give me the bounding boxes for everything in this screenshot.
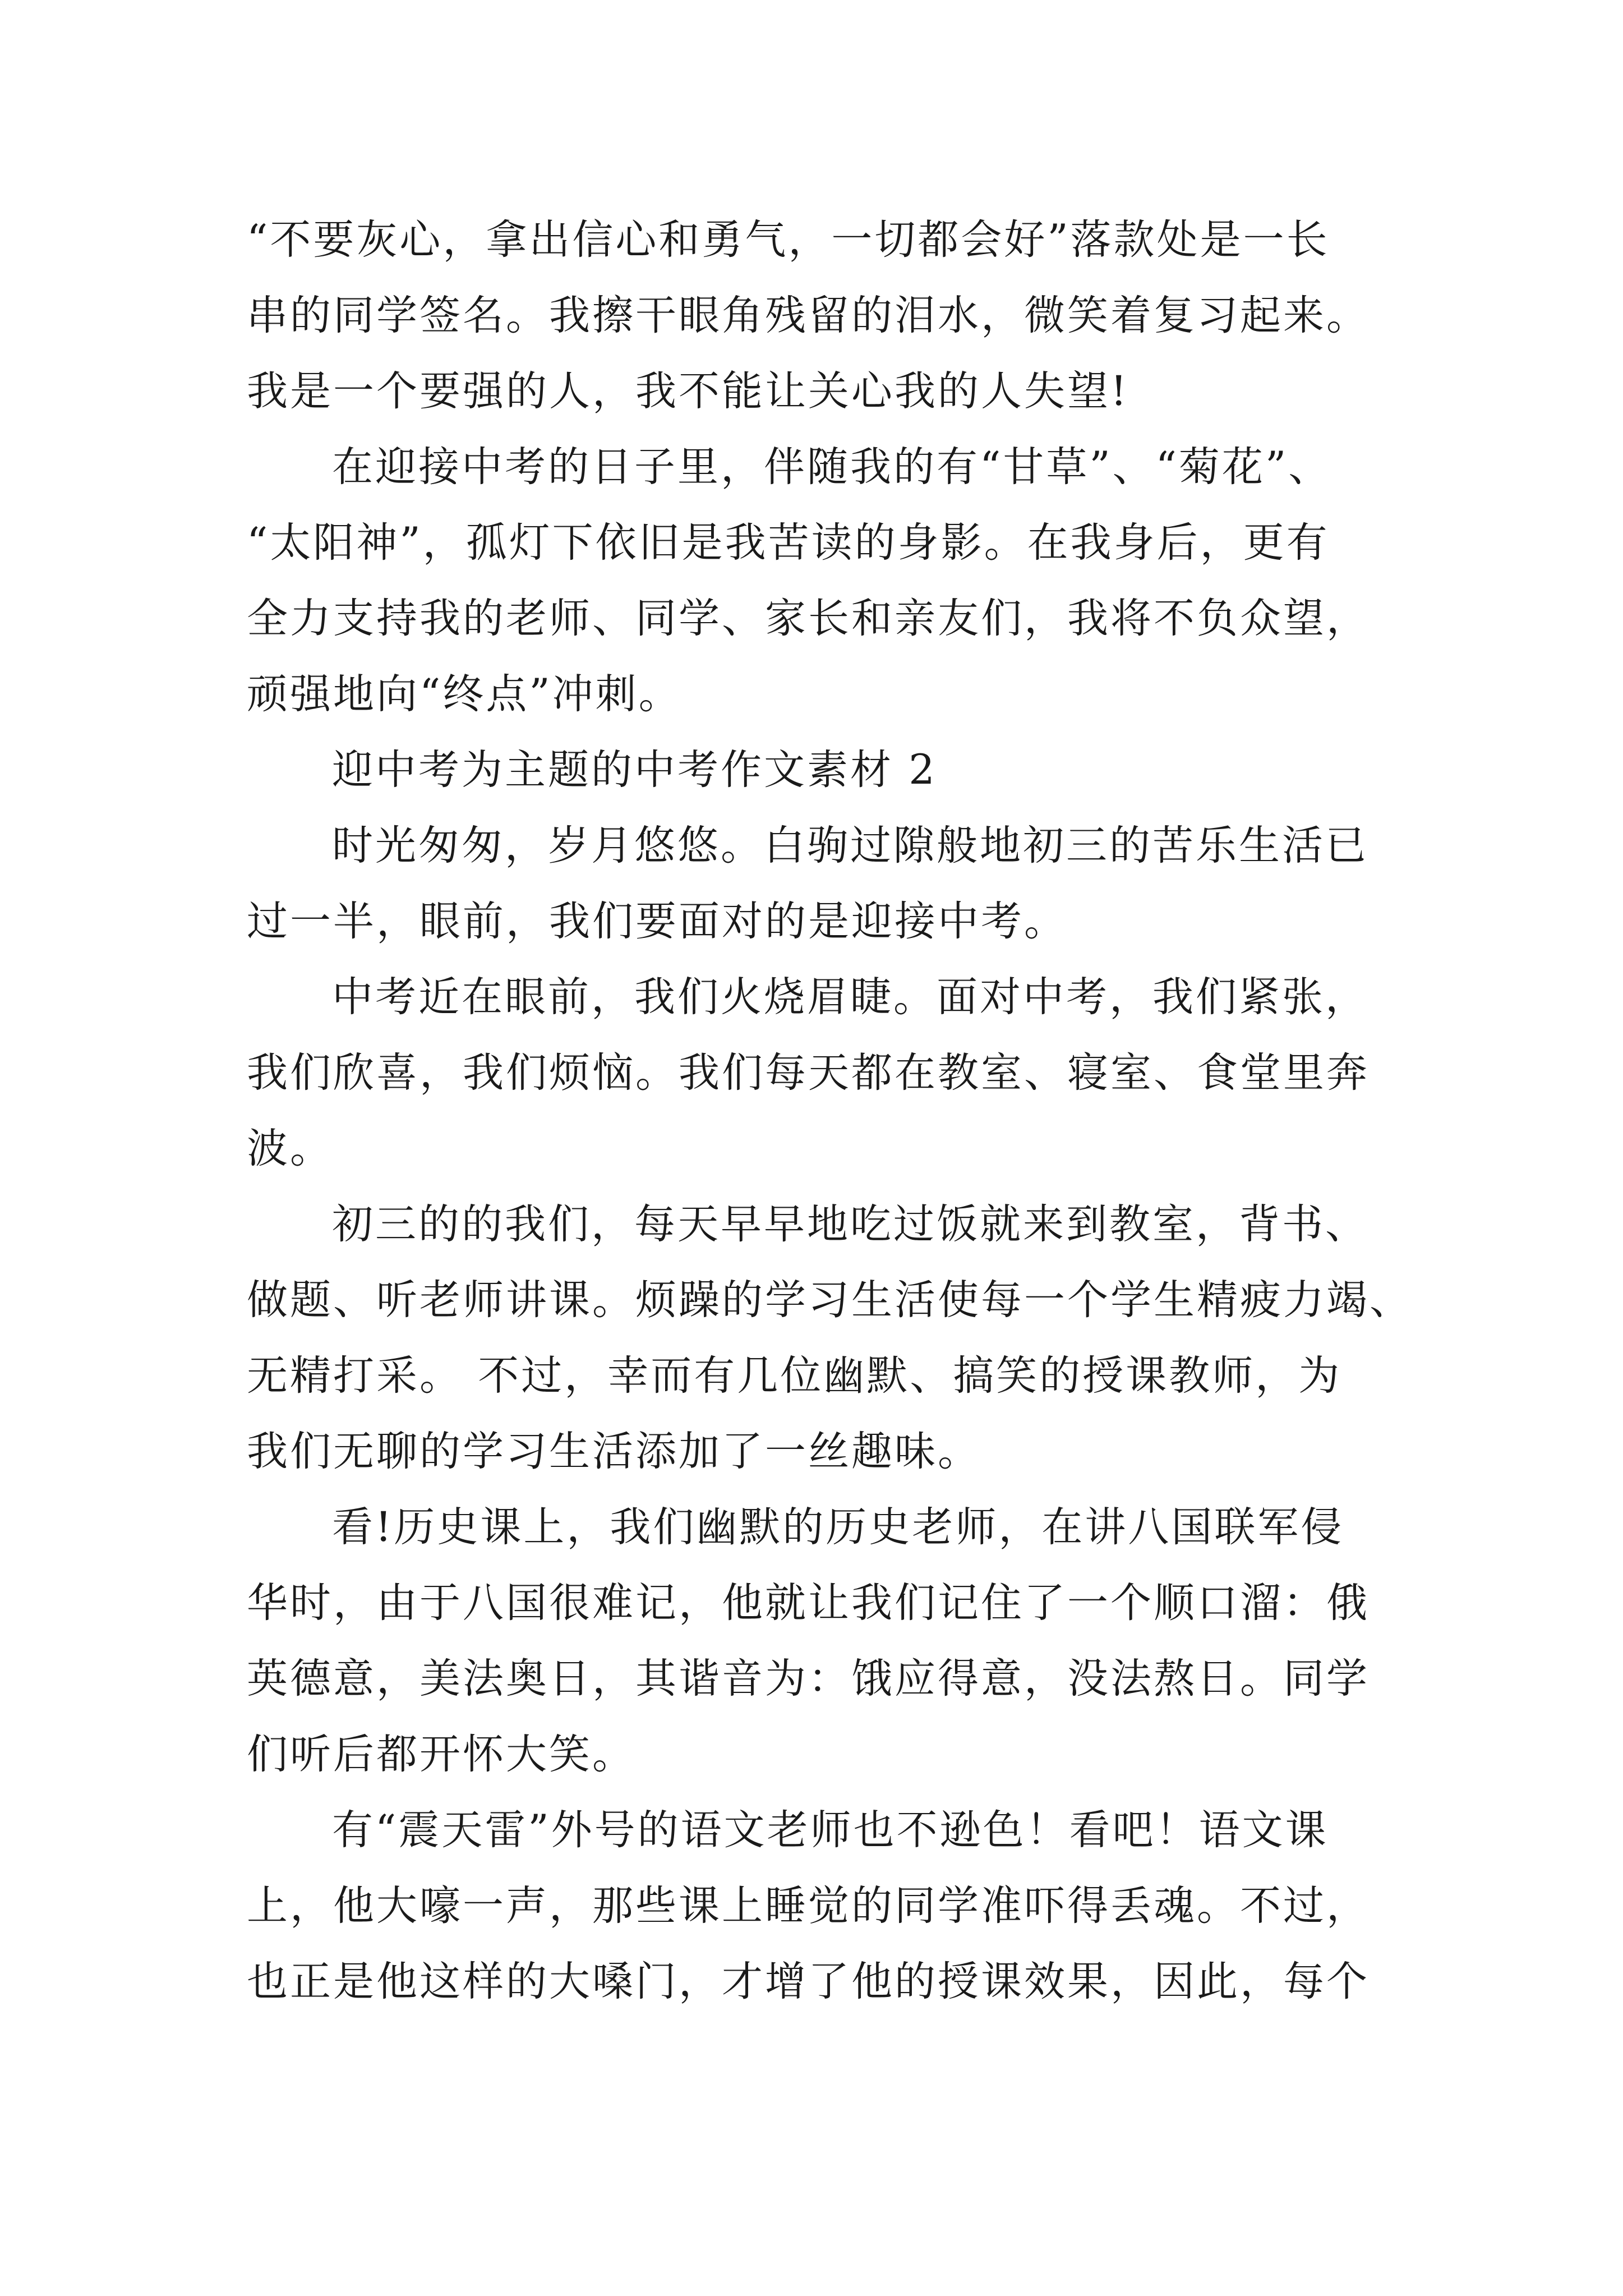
text-line: 无精打采。 不过，幸而有几位幽默、搞笑的授课教师，为 xyxy=(247,1352,1342,1400)
text-line: 看!历史课上，我们幽默的历史老师，在讲八国联军侵 xyxy=(332,1503,1344,1551)
text-line: “不要灰心，拿出信心和勇气，一切都会好”落款处是一长 xyxy=(247,216,1330,264)
text-line: 串的同学签名。我擦干眼角残留的泪水，微笑着复习起来。 xyxy=(247,292,1370,339)
text-line: 初三的的我们，每天早早地吃过饭就来到教室，背书、 xyxy=(332,1200,1368,1248)
text-line: 全力支持我的老师、同学、家长和亲友们，我将不负众望， xyxy=(247,595,1370,642)
text-line: 过一半，眼前，我们要面对的是迎接中考。 xyxy=(247,898,1067,945)
text-line: 上，他大嚎一声，那些课上睡觉的同学准吓得丢魂。不过， xyxy=(247,1882,1370,1930)
text-line: 在迎接中考的日子里，伴随我的有“甘草”、“菊花”、 xyxy=(332,443,1332,491)
text-line: 也正是他这样的大嗓门，才增了他的授课效果，因此，每个 xyxy=(247,1958,1370,2005)
text-line: 中考近在眼前，我们火烧眉睫。面对中考，我们紧张， xyxy=(332,973,1368,1021)
text-line: 我们欣喜，我们烦恼。我们每天都在教室、寝室、食堂里奔 xyxy=(247,1049,1370,1097)
text-line: 时光匆匆，岁月悠悠。白驹过隙般地初三的苦乐生活已 xyxy=(332,822,1368,869)
text-line: “太阳神”，孤灯下依旧是我苦读的身影。在我身后，更有 xyxy=(247,519,1330,567)
text-line: 英德意，美法奥日，其谐音为：饿应得意，没法熬日。同学 xyxy=(247,1655,1370,1703)
text-line: 华时，由于八国很难记，他就让我们记住了一个顺口溜：俄 xyxy=(247,1579,1370,1627)
text-line: 做题、听老师讲课。烦躁的学习生活使每一个学生精疲力竭、 xyxy=(247,1276,1413,1324)
section-heading: 迎中考为主题的中考作文素材 2 xyxy=(332,746,937,794)
text-line: 顽强地向“终点”冲刺。 xyxy=(247,670,682,718)
text-line: 我们无聊的学习生活添加了一丝趣味。 xyxy=(247,1428,981,1475)
document-body xyxy=(247,202,1413,2019)
text-line: 们听后都开怀大笑。 xyxy=(247,1731,635,1778)
text-line: 波。 xyxy=(247,1125,333,1172)
text-line: 有“震天雷”外号的语文老师也不逊色！看吧！语文课 xyxy=(332,1806,1329,1854)
text-line: 我是一个要强的人，我不能让关心我的人失望! xyxy=(247,367,1129,415)
